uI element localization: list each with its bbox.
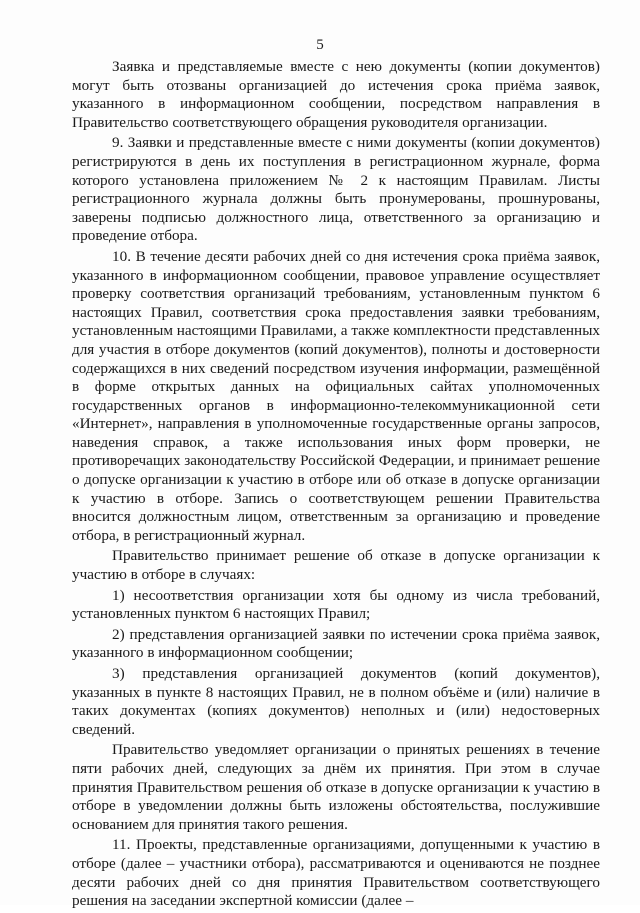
paragraph-9-registration: 9. Заявки и представленные вместе с ними документы (копии документов) регистрируются в день их поступления в регистрационном журнале, форма которого установлена приложением № 2 к настоящим Правилам. Листы регистрационного журнала должны быть пронумерованы, прошнурованы, заверены подписью должностного лица, ответственного за организацию и проведение отбора.: [72, 134, 600, 245]
list-item-1: 1) несоответствия организации хотя бы одному из числа требований, установленных пунктом 6 настоящих Правил;: [72, 586, 600, 623]
list-item-2: 2) представления организацией заявки по истечении срока приёма заявок, указанного в информационном сообщении;: [72, 625, 600, 662]
list-item-3: 3) представления организацией документов (копий документов), указанных в пункте 8 настоящих Правил, не в полном объёме и (или) наличие в таких документах (копиях документов) неполных и (или) недостоверных сведений.: [72, 665, 600, 738]
paragraph-withdrawal: Заявка и представляемые вместе с нею документы (копии документов) могут быть отозваны организацией до истечения срока приёма заявок, указанного в информационном сообщении, посредством направления в Правительство соответствующего обращения руководителя организации.: [72, 58, 600, 131]
paragraph-refusal-cases: Правительство принимает решение об отказе в допуске организации к участию в отборе в случаях:: [72, 547, 600, 584]
paragraph-11-evaluation: 11. Проекты, представленные организациями, допущенными к участию в отборе (далее – участники отбора), рассматриваются и оцениваются не позднее десяти рабочих дней со дня принятия Правительством соответствующего решения на заседании экспертной комиссии (далее –: [72, 836, 600, 910]
page-number: 5: [316, 37, 324, 53]
paragraph-10-verification: 10. В течение десяти рабочих дней со дня истечения срока приёма заявок, указанного в информационном сообщении, правовое управление осуществляет проверку соответствия организаций требованиям, установленным пунктом 6 настоящих Правил, соответствия срока предоставления заявки требованиям, установленным настоящими Правилами, а также комплектности представленных для участия в отборе документов (копий документов), полноты и достоверности содержащихся в них сведений посредством изучения информации, размещённой в форме открытых данных на официальных сайтах уполномоченных государственных органов в информационно-телекоммуникационной сети «Интернет», направления в уполномоченные государственные органы запросов, наведения справок, а также использования иных форм проверки, не противоречащих законодательству Российской Федерации, и принимает решение о допуске организации к участию в отборе или об отказе в допуске организации к участию в отборе. Запись о соответствующем решении Правительства вносится должностным лицом, ответственным за организацию и проведение отбора, в регистрационный журнал.: [72, 247, 600, 544]
paragraph-notification: Правительство уведомляет организации о принятых решениях в течение пяти рабочих дней, следующих за днём их принятия. При этом в случае принятия Правительством решения об отказе в допуске организации к участию в отборе в уведомлении должны быть изложены обстоятельства, послужившие основанием для принятия такого решения.: [72, 741, 600, 833]
document-body: [72, 58, 600, 913]
